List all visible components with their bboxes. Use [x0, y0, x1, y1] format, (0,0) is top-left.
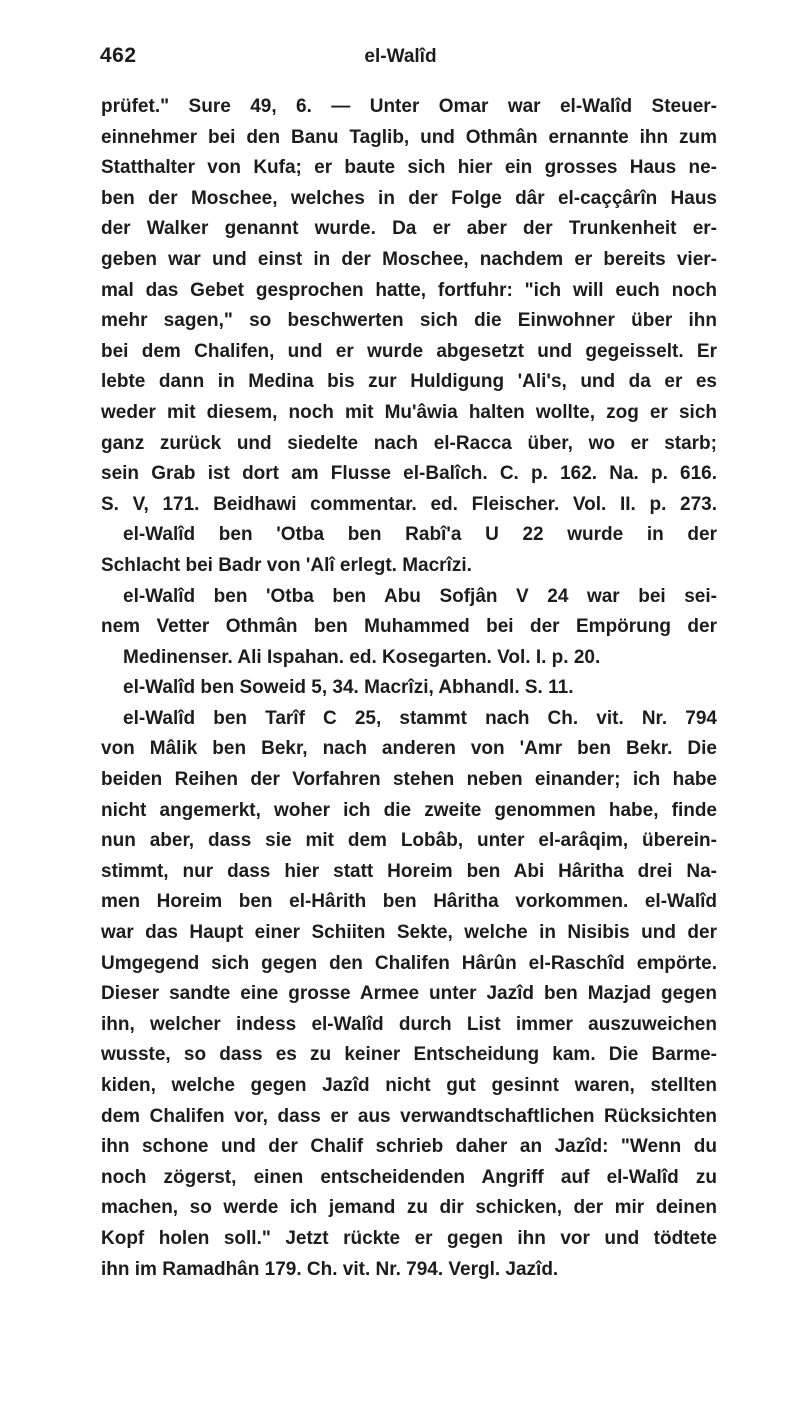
text-line: prüfet." Sure 49, 6. — Unter Omar war el-Walîd Steuer- [101, 96, 717, 117]
page-number: 462 [100, 44, 137, 67]
text-line: Kopf holen soll." Jetzt rückte er gegen ihn vor und tödtete [101, 1227, 717, 1249]
text-line: nun aber, dass sie mit dem Lobâb, unter el-arâqim, überein- [101, 830, 717, 852]
running-head: el-Walîd [364, 46, 437, 67]
text-line: Dieser sandte eine grosse Armee unter Jazîd ben Mazjad gegen [101, 983, 717, 1005]
text-line: wusste, so dass es zu keiner Entscheidung kam. Die Barme- [101, 1044, 717, 1066]
text-line: Medinenser. Ali Ispahan. ed. Kosegarten. Vol. I. p. 20. [123, 646, 601, 668]
text-line: mehr sagen," so beschwerten sich die Einwohner über ihn [101, 310, 717, 332]
text-line: der Walker genannt wurde. Da er aber der Trunkenheit er- [101, 218, 717, 240]
text-line: S. V, 171. Beidhawi commentar. ed. Fleischer. Vol. II. p. 273. [101, 493, 717, 515]
text-line: el-Walîd ben Tarîf C 25, stammt nach Ch. vit. Nr. 794 [123, 707, 717, 729]
text-line: bei dem Chalifen, und er wurde abgesetzt und gegeisselt. Er [101, 340, 717, 362]
text-line: machen, so werde ich jemand zu dir schicken, der mir deinen [101, 1197, 717, 1219]
page-header [0, 44, 801, 76]
text-line: von Mâlik ben Bekr, nach anderen von 'Amr ben Bekr. Die [101, 738, 717, 760]
text-line: geben war und einst in der Moschee, nachdem er bereits vier- [101, 248, 717, 270]
text-line: war das Haupt einer Schiiten Sekte, welche in Nisibis und der [101, 922, 717, 944]
text-line: sein Grab ist dort am Flusse el-Balîch. C. p. 162. Na. p. 616. [101, 463, 717, 485]
text-line: beiden Reihen der Vorfahren stehen neben einander; ich habe [101, 769, 717, 791]
text-line: dem Chalifen vor, dass er aus verwandtschaftlichen Rücksichten [101, 1105, 717, 1127]
text-line: kiden, welche gegen Jazîd nicht gut gesinnt waren, stellten [101, 1075, 717, 1096]
text-line: noch zögerst, einen entscheidenden Angriff auf el-Walîd zu [101, 1166, 717, 1188]
text-line: weder mit diesem, noch mit Mu'âwia halten wollte, zog er sich [101, 401, 717, 423]
text-line: el-Walîd ben 'Otba ben Abu Sofjân V 24 war bei sei- [123, 585, 717, 607]
text-line: mal das Gebet gesprochen hatte, fortfuhr: "ich will euch noch [101, 279, 717, 301]
text-line: ihn schone und der Chalif schrieb daher an Jazîd: "Wenn du [101, 1136, 717, 1158]
text-line: lebte dann in Medina bis zur Huldigung 'Ali's, und da er es [101, 371, 717, 393]
text-line: ihn im Ramadhân 179. Ch. vit. Nr. 794. Vergl. Jazîd. [101, 1258, 559, 1280]
text-line: ihn, welcher indess el-Walîd durch List immer auszuweichen [101, 1013, 717, 1035]
text-line: men Horeim ben el-Hârith ben Hâritha vorkommen. el-Walîd [101, 891, 717, 913]
text-line: Statthalter von Kufa; er baute sich hier ein grosses Haus ne- [101, 157, 717, 179]
text-line: nicht angemerkt, woher ich die zweite genommen habe, finde [101, 799, 717, 821]
text-line: einnehmer bei den Banu Taglib, und Othmân ernannte ihn zum [101, 126, 717, 148]
body-text [101, 92, 717, 1285]
text-line: stimmt, nur dass hier statt Horeim ben Abi Hâritha drei Na- [101, 860, 717, 882]
text-line: Schlacht bei Badr von 'Alî erlegt. Macrîzi. [101, 554, 472, 576]
text-line: el-Walîd ben 'Otba ben Rabî'a U 22 wurde in der [123, 524, 717, 546]
text-line: nem Vetter Othmân ben Muhammed bei der Empörung der [101, 616, 717, 638]
text-line: Umgegend sich gegen den Chalifen Hârûn el-Raschîd empörte. [101, 952, 717, 974]
text-line: ben der Moschee, welches in der Folge dâr el-caççârîn Haus [101, 187, 717, 209]
text-line: el-Walîd ben Soweid 5, 34. Macrîzi, Abhandl. S. 11. [123, 677, 574, 699]
text-line: ganz zurück und siedelte nach el-Racca über, wo er starb; [101, 432, 717, 454]
